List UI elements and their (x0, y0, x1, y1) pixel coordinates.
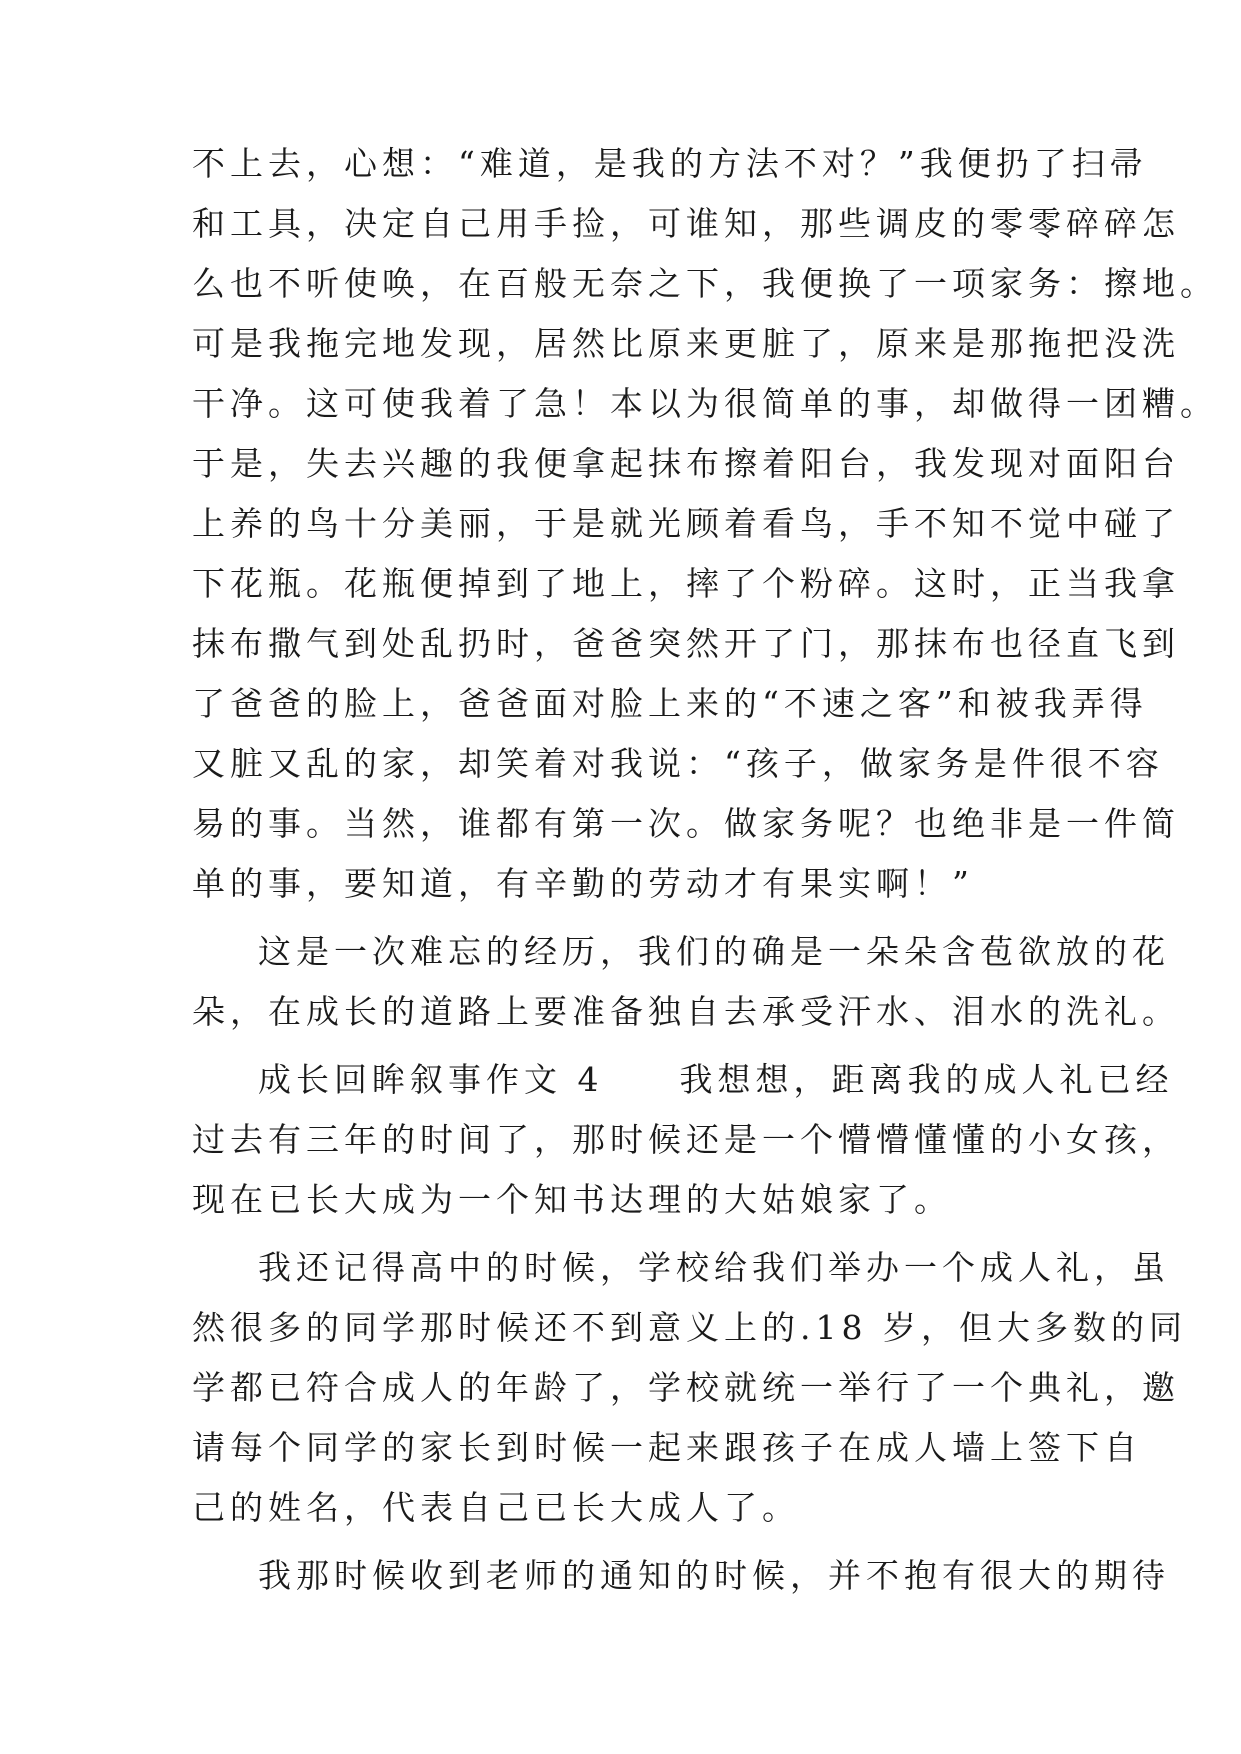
text-line: 过去有三年的时间了，那时候还是一个懵懵懂懂的小女孩， (192, 1120, 1180, 1159)
text-line: 请每个同学的家长到时候一起来跟孩子在成人墙上签下自 (192, 1428, 1142, 1467)
text-line: 不上去，心想：“难道，是我的方法不对？”我便扔了扫帚 (192, 144, 1148, 183)
text-line: 然很多的同学那时候还不到意义上的.18 岁，但大多数的同 (192, 1308, 1187, 1347)
text-line: 了爸爸的脸上，爸爸面对脸上来的“不速之客”和被我弄得 (192, 684, 1148, 723)
text-line: 上养的鸟十分美丽，于是就光顾着看鸟，手不知不觉中碰了 (192, 504, 1180, 543)
text-line: 又脏又乱的家，却笑着对我说：“孩子，做家务是件很不容 (192, 744, 1164, 783)
text-line: 学都已符合成人的年龄了，学校就统一举行了一个典礼，邀 (192, 1368, 1180, 1407)
text-line: 抹布撒气到处乱扔时，爸爸突然开了门，那抹布也径直飞到 (192, 624, 1180, 663)
text-line: 可是我拖完地发现，居然比原来更脏了，原来是那拖把没洗 (192, 324, 1180, 363)
text-line: 单的事，要知道，有辛勤的劳动才有果实啊！” (192, 864, 974, 903)
text-line: 现在已长大成为一个知书达理的大姑娘家了。 (192, 1180, 952, 1219)
text-line: 么也不听使唤，在百般无奈之下，我便换了一项家务：擦地。 (192, 264, 1218, 303)
text-line: 下花瓶。花瓶便掉到了地上，摔了个粉碎。这时，正当我拿 (192, 564, 1180, 603)
text-line: 己的姓名，代表自己已长大成人了。 (192, 1488, 800, 1527)
paragraph-first-line: 这是一次难忘的经历，我们的确是一朵朵含苞欲放的花 (258, 932, 1170, 971)
text-line: 朵，在成长的道路上要准备独自去承受汗水、泪水的洗礼。 (192, 992, 1180, 1031)
text-line: 易的事。当然，谁都有第一次。做家务呢？也绝非是一件简 (192, 804, 1180, 843)
paragraph-first-line: 我那时候收到老师的通知的时候，并不抱有很大的期待 (258, 1556, 1170, 1595)
text-line: 和工具，决定自己用手捡，可谁知，那些调皮的零零碎碎怎 (192, 204, 1180, 243)
text-line: 干净。这可使我着了急！本以为很简单的事，却做得一团糟。 (192, 384, 1218, 423)
text-line: 于是，失去兴趣的我便拿起抹布擦着阳台，我发现对面阳台 (192, 444, 1180, 483)
paragraph-first-line: 我还记得高中的时候，学校给我们举办一个成人礼，虽 (258, 1248, 1170, 1287)
section-heading-line: 成长回眸叙事作文 4 我想想，距离我的成人礼已经 (258, 1060, 1174, 1099)
